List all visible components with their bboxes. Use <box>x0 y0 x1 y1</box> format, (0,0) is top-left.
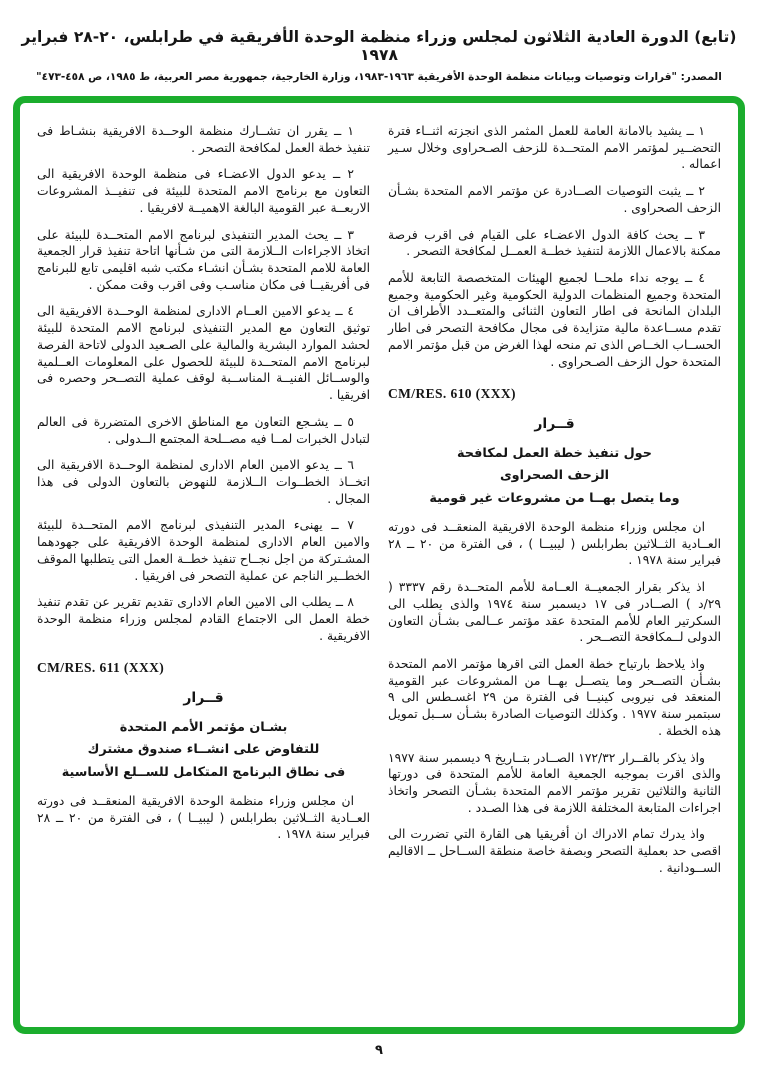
document-source-line: المصدر: "قرارات وتوصيات وبيانات منظمة الوحدة الأفريقية ١٩٦٣-١٩٨٣، وزارة الخارجية، جمهورية مصر العربية، ط ١٩٨٥، ص ٤٥٨-٤٧٣" <box>36 71 722 83</box>
preamble-paragraph: واذ يلاحظ بارتياح خطة العمل التى اقرها مؤتمر الامم المتحدة بشـأن التصــحر وما يتصــل بهــا من المشروعات عبر القومية المنعقد فى نيروبى كينيــا فى الفترة من ٢٩ اغسـطس الى ٩ سبتمبر سنة ١٩٧٧ . وكذلك التوصيات الصادرة بشـأن ســبل تمويل هذه الخطة . <box>388 656 721 738</box>
operative-paragraph: ١ ــ يشيد بالامانة العامة للعمل المثمر الذى انجزته اثنــاء فترة التحضــير لمؤتمر الامم المتحــدة للزحف الصـحراوى وخلال سـير اعماله . <box>388 124 721 172</box>
preamble-paragraph: واذ يذكر بالقــرار ١٧٢/٣٢ الصــادر بتــاريخ ٩ ديسمبر سنة ١٩٧٧ والذى اقرت بموجبه الجمعية العامة للأمم المتحدة فى دورتها الثانية والثلاثين تقرير مؤتمر الامم المتحدة بشـأن التصحر واتخاذ اجراءات المتابعة المختلفة اللازمة فى هذا الصـدد . <box>388 750 721 815</box>
resolution-reference-610: CM/RES. 610 (XXX) <box>388 386 516 402</box>
operative-paragraph: ٤ ــ يدعو الامين العــام الادارى لمنظمة الوحــدة الافريقية الى توثيق التعاون مع المدير التنفيذى لبرنامج الامم المتحدة للبيئة لحشد الموارد البشرية والمالية على الصـعيد الدولى لاتاحة الفرصة لبرنامج الامم المتحــدة للبيئة للحصول على المعلومات العــلمية والوســائل الفنيــة المناســبة لوقف عملية التصــحر وحصره فى افريقيا . <box>37 304 370 403</box>
resolution-reference-611: CM/RES. 611 (XXX) <box>37 660 165 676</box>
preamble-paragraph: ان مجلس وزراء منظمة الوحدة الافريقية المنعقــد فى دورته العــادية الثــلاثين بطرابلس ( ليبيــا ) ، فى الفترة من ٢٠ ــ ٢٨ فبراير سنة ١٩٧٨ . <box>37 793 370 842</box>
column-right <box>388 123 721 1013</box>
operative-paragraph: ٥ ــ يشـجع التعاون مع المناطق الاخرى المتضررة فى العالم لتبادل الخبرات لمــا فيه مصــلحة المجتمع الــدولى . <box>37 414 370 446</box>
resolution-subtitle <box>37 719 370 781</box>
green-border-frame <box>13 96 745 1034</box>
preamble-paragraph: اذ يذكر بقرار الجمعيــة العــامة للأمم المتحــدة رقم ٣٣٣٧ ( ٢٩/د ) الصــادر فى ١٧ ديسمبر سنة ١٩٧٤ والذى يطلب الى السكرتير العام للأمم المتحدة عقد مؤتمر عــالمى بشـأن التعاون الدولى لــمكافحة التصــحر . <box>388 580 722 645</box>
operative-paragraph: ٤ ــ يوجه نداء ملحــا لجميع الهيئات المتخصصة التابعة للأمم المتحدة وجميع المنظمات الدولية الحكومية وغير الحكومية وجميع البلدان المانحة فى اطار التعاون الثنائى والمتعــدد الأطراف ان تقدم مســاعدة مالية متزايدة فى مجال مكافحة التصحر فى اطار الحســاب الخــاص الذى تم منحه لهذا الغرض من قبل مؤتمر الامم المتحدة حول الزحف الصـحراوى . <box>388 271 721 369</box>
two-column-text-area <box>37 123 721 1013</box>
resolution-subtitle-line: للتفاوض على انشــاء صندوق مشترك <box>87 742 320 758</box>
document-title: (تابع) الدورة العادية الثلاثون لمجلس وزراء منظمة الوحدة الأفريقية في طرابلس، ٢٠-٢٨ فبراير ١٩٧٨ <box>21 28 737 64</box>
operative-paragraph: ٢ ــ يدعو الدول الاعضـاء فى منظمة الوحدة الافريقية الى التعاون مع برنامج الامم المتحدة للبيئة فى تنفيــذ المشروعات الاربعــة عبر القومية البالغة الاهميــة لافريقيا . <box>37 167 370 215</box>
column-left <box>37 123 370 1013</box>
document-header <box>0 0 758 83</box>
resolution-heading: قــرار <box>183 689 224 706</box>
operative-paragraph: ٧ ــ يهنىء المدير التنفيذى لبرنامج الامم المتحــدة للبيئة والامين العام الادارى لمنظمة الوحدة الافريقية على جهودهما المشـتركة من اجل نجــاح تنفيذ خطــة العمل التى يتطلبها الموقف الخطــير الناجم عن عملية التصحر فى افريقيا . <box>37 518 370 583</box>
resolution-subtitle-line: حول تنفيذ خطة العمل لمكافحة <box>457 445 652 461</box>
resolution-subtitle <box>388 445 721 507</box>
operative-paragraph: ٨ ــ يطلب الى الامين العام الادارى تقديم تقرير عن تقدم تنفيذ خطة العمل الى الاجتماع القادم لمجلس وزراء منظمة الوحدة الافريقية . <box>37 595 370 643</box>
operative-paragraph: ٣ ــ يحث كافة الدول الاعضـاء على القيام فى اقرب فرصة ممكنة بالاعمال اللازمة لتنفيذ خطــة العمــل لمكافحة التصحر . <box>388 227 721 259</box>
operative-paragraph: ١ ــ يقرر ان تشــارك منظمة الوحــدة الافريقية بنشـاط فى تنفيذ خطة العمل لمكافحة التصحر . <box>37 124 370 155</box>
resolution-subtitle-line: وما يتصل بهــا من مشروعات غير قومية <box>429 490 680 506</box>
preamble-paragraph: ان مجلس وزراء منظمة الوحدة الافريقية المنعقــد فى دورته العــادية الثــلاثين بطرابلس ( ليبيــا ) ، فى الفترة من ٢٠ ــ ٢٨ فبراير سنة ١٩٧٨ . <box>388 519 721 568</box>
operative-paragraph: ٣ ــ يحث المدير التنفيذى لبرنامج الامم المتحــدة للبيئة على اتخاذ الاجراءات الــلازمة التى من شـأنها اتاحة تنفيذ قرار الجمعية العامة للامم المتحدة بشـأن انشـاء مكتب شبه اقليمى تابع للبرنامج فى أفريقيــا فى مكان مناسـب وفى اقرب وقت ممكن . <box>37 227 370 292</box>
resolution-subtitle-line: فى نطاق البرنامج المتكامل للســلع الأساسية <box>61 764 346 780</box>
resolution-heading: قــرار <box>534 415 575 432</box>
resolution-subtitle-line: بشـان مؤتمر الأمم المتحدة <box>119 719 288 735</box>
preamble-paragraph: واذ يدرك تمام الادراك ان أفريقيا هى القارة التي تضررت الى اقصى حد بعملية التصحر وبصفة خاصة منطقة الســاحل ــ الاقاليم الســودانية . <box>388 827 721 875</box>
page-number: ٩ <box>375 1043 383 1058</box>
resolution-subtitle-line: الزحف الصحراوى <box>499 468 610 484</box>
operative-paragraph: ٢ ــ يثبت التوصيات الصــادرة عن مؤتمر الامم المتحدة بشـأن الزحف الصحراوى . <box>388 184 721 215</box>
operative-paragraph: ٦ ــ يدعو الامين العام الادارى لمنظمة الوحــدة الافريقية الى اتخــاذ الخطــوات الــلازمة للنهوض بالتعاون الدولى فى هذا المجال . <box>37 458 370 506</box>
